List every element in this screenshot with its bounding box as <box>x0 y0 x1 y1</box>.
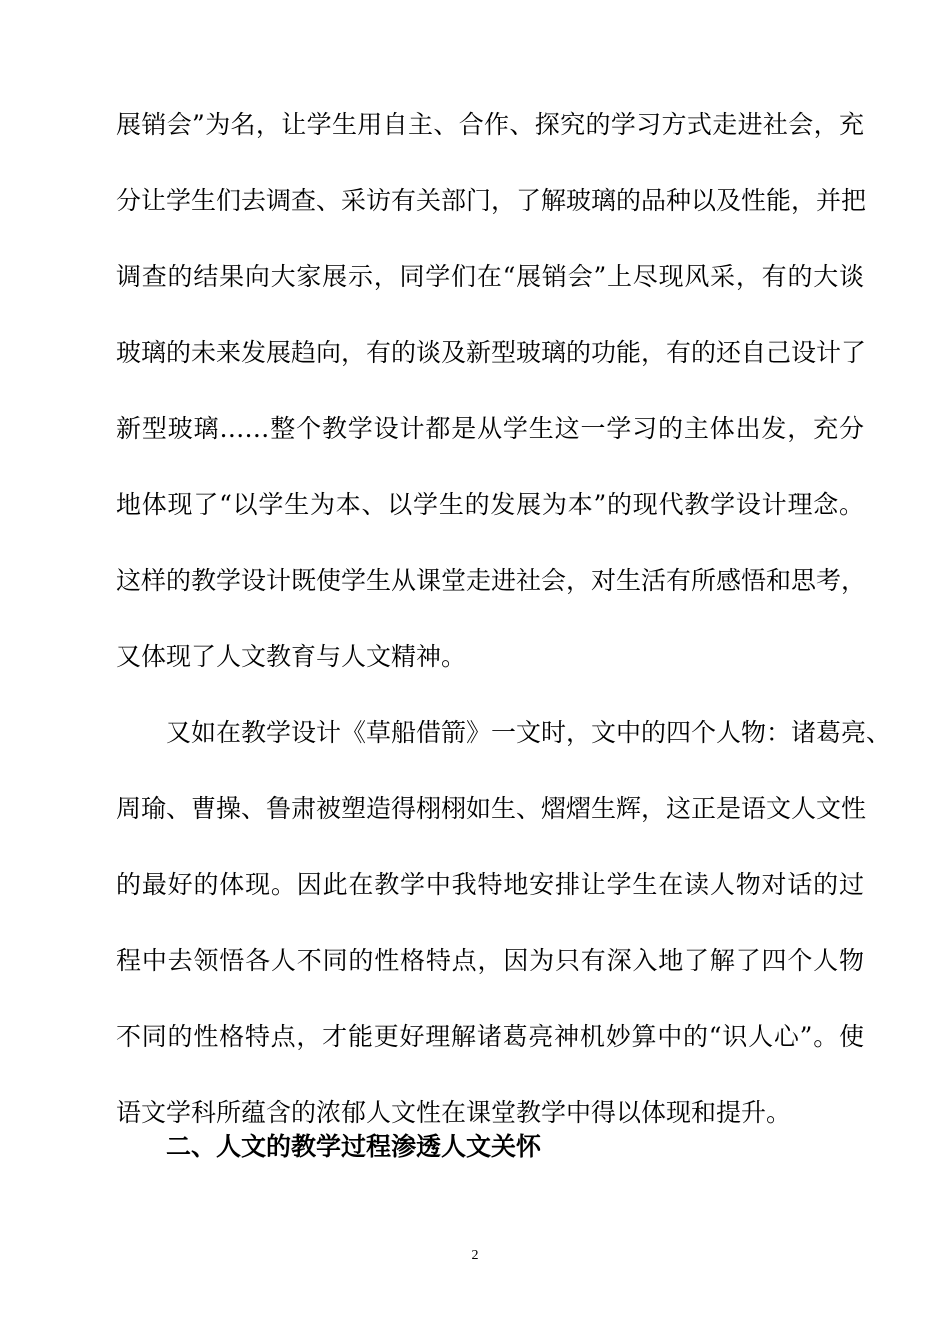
section-heading: 二、人文的教学过程渗透人文关怀 <box>166 1132 542 1161</box>
paragraph-line: 程中去领悟各人不同的性格特点，因为只有深入地了解了四个人物 <box>116 946 864 975</box>
paragraph-line: 展销会”为名，让学生用自主、合作、探究的学习方式走进社会，充 <box>116 110 864 139</box>
paragraph-line: 玻璃的未来发展趋向，有的谈及新型玻璃的功能，有的还自己设计了 <box>116 338 867 367</box>
paragraph-line: 这样的教学设计既使学生从课堂走进社会，对生活有所感悟和思考， <box>116 566 867 595</box>
paragraph-line: 的最好的体现。因此在教学中我特地安排让学生在读人物对话的过 <box>116 870 864 899</box>
paragraph-line: 新型玻璃……整个教学设计都是从学生这一学习的主体出发，充分 <box>116 414 864 443</box>
paragraph-line: 周瑜、曹操、鲁肃被塑造得栩栩如生、熠熠生辉，这正是语文人文性 <box>116 794 867 823</box>
paragraph-line: 又如在教学设计《草船借箭》一文时，文中的四个人物：诸葛亮、 <box>166 718 892 747</box>
page-number: 2 <box>471 1248 479 1263</box>
paragraph-line: 又体现了人文教育与人文精神。 <box>116 642 467 671</box>
paragraph-line: 地体现了“以学生为本、以学生的发展为本”的现代教学设计理念。 <box>116 490 864 519</box>
paragraph-line: 调查的结果向大家展示，同学们在“展销会”上尽现风采，有的大谈 <box>116 262 864 291</box>
paragraph-line: 分让学生们去调查、采访有关部门，了解玻璃的品种以及性能，并把 <box>116 186 867 215</box>
paragraph-line: 语文学科所蕴含的浓郁人文性在课堂教学中得以体现和提升。 <box>116 1098 792 1127</box>
paragraph-line: 不同的性格特点，才能更好理解诸葛亮神机妙算中的“识人心”。使 <box>116 1022 864 1051</box>
